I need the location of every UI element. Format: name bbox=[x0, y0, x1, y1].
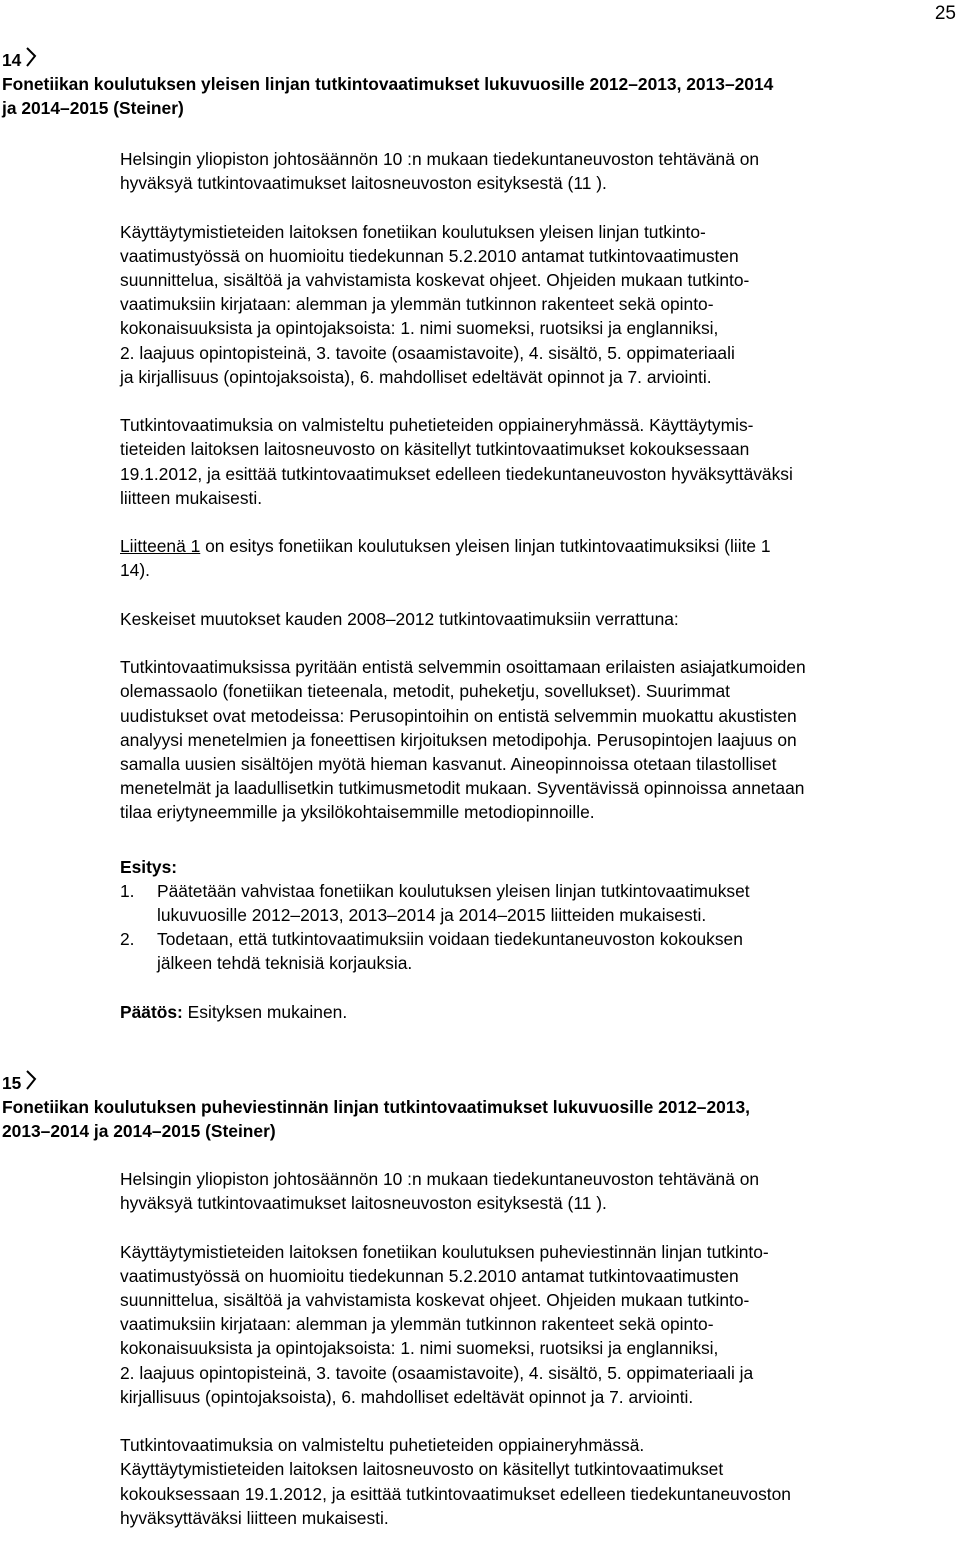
section-title: Fonetiikan koulutuksen puheviestinnän linjan tutkintovaatimukset lukuvuosille 2012–2013, 2013–2014 ja 2014–2015 (Steiner) bbox=[2, 1097, 751, 1141]
section-sign-icon bbox=[25, 47, 38, 72]
esitys-list bbox=[87, 879, 940, 976]
paatos bbox=[120, 1000, 940, 1024]
list-number: 1. bbox=[120, 880, 135, 901]
paragraph: Käyttäytymistieteiden laitoksen fonetiikan koulutuksen puheviestinnän linjan tutkinto- vaatimustyössä on huomioitu tiedekunnan 5.2.2010 antamat tutkintovaatimusten suunnittelua, sisältöä ja vahvistamista koskevat ohjeet. Ohjeiden mukaan tutkinto- vaatimuksiin kirjataan: alemman ja ylemmän tutkinnon rakenteet sekä opinto- kokonaisuuksista ja opintojaksoista: 1. nimi suomeksi, ruotsiksi ja englanniksi, 2. laajuus opintopisteinä, 3. tavoite (osaamistavoite), 4. sisältö, 5. oppimateriaali ja kirjallisuus (opintojaksoista), 6. mahdolliset edeltävät opinnot ja 7. arviointi. bbox=[120, 1241, 769, 1407]
section-14-heading bbox=[2, 47, 952, 120]
paragraph: Helsingin yliopiston johtosäännön 10 :n mukaan tiedekuntaneuvoston tehtävänä on hyväksyä tutkintovaatimukset laitosneuvoston esityksestä (11 ). bbox=[120, 149, 760, 194]
section-number: 15 bbox=[2, 1073, 22, 1093]
paragraph: Keskeiset muutokset kauden 2008–2012 tutkintovaatimuksiin verrattuna: bbox=[120, 608, 679, 629]
paragraph: Tutkintovaatimuksissa pyritään entistä selvemmin osoittamaan erilaisten asiajatkumoiden olemassaolo (fonetiikan tieteenala, metodit, puheketju, sovellukset). Suurimmat uudistukset ovat metodeissa: Perusopintoihin on entistä selvemmin muokattu akustisten analyysi menetelmien ja foneettisen kirjoituksen metodipohja. Perusopintojen laajuus on samalla uusien sisältöjen myötä hieman kasvanut. Aineopinnoissa otetaan tilastolliset menetelmät ja laadullisetkin tutkimusmetodit mukaan. Syventävissä opinnoissa annetaan tilaa eriytyneemmille ja yksilökohtaisemmille metodiopinnoille. bbox=[120, 657, 806, 823]
section-15-heading bbox=[2, 1070, 952, 1143]
page-number: 25 bbox=[934, 3, 956, 24]
list-text: Todetaan, että tutkintovaatimuksiin voidaan tiedekuntaneuvoston kokouksen jälkeen tehdä teknisiä korjauksia. bbox=[157, 929, 743, 974]
paatos-text: Esityksen mukainen. bbox=[182, 1001, 348, 1022]
list-number: 2. bbox=[120, 929, 135, 950]
paragraph-text: on esitys fonetiikan koulutuksen yleisen linjan tutkintovaatimuksiksi (liite 1 14). bbox=[120, 536, 771, 581]
paragraph: Käyttäytymistieteiden laitoksen fonetiikan koulutuksen yleisen linjan tutkinto- vaatimustyössä on huomioitu tiedekunnan 5.2.2010 antamat tutkintovaatimusten suunnittelua, sisältöä ja vahvistamista koskevat ohjeet. Ohjeiden mukaan tutkinto- vaatimuksiin kirjataan: alemman ja ylemmän tutkinnon rakenteet sekä opinto- kokonaisuuksista ja opintojaksoista: 1. nimi suomeksi, ruotsiksi ja englanniksi, 2. laajuus opintopisteinä, 3. tavoite (osaamistavoite), 4. sisältö, 5. oppimateriaali ja kirjallisuus (opintojaksoista), 6. mahdolliset edeltävät opinnot ja 7. arviointi. bbox=[120, 221, 750, 387]
list-item bbox=[87, 879, 940, 927]
paragraph: Helsingin yliopiston johtosäännön 10 :n mukaan tiedekuntaneuvoston tehtävänä on hyväksyä tutkintovaatimukset laitosneuvoston esityksestä (11 ). bbox=[120, 1169, 760, 1214]
paatos-label: Päätös: bbox=[120, 1001, 183, 1022]
section-sign-icon bbox=[25, 1070, 38, 1095]
section-number: 14 bbox=[2, 50, 22, 70]
attachment-link[interactable]: Liitteenä 1 bbox=[120, 536, 201, 557]
section-14-body bbox=[120, 147, 940, 1048]
section-title: Fonetiikan koulutuksen yleisen linjan tutkintovaatimukset lukuvuosille 2012–2013, 2013–2014 ja 2014–2015 (Steiner) bbox=[2, 74, 774, 118]
list-item bbox=[87, 927, 940, 975]
paragraph: Tutkintovaatimuksia on valmisteltu puhetieteiden oppiaineryhmässä. Käyttäytymistieteiden laitoksen laitosneuvosto on käsitellyt tutkintovaatimukset kokouksessaan 19.1.2012, ja esittää tutkintovaatimukset edelleen tiedekuntaneuvoston hyväksyttäväksi liitteen mukaisesti. bbox=[120, 1435, 791, 1528]
list-text: Päätetään vahvistaa fonetiikan koulutuksen yleisen linjan tutkintovaatimukset lukuvuosille 2012–2013, 2013–2014 ja 2014–2015 liitteiden mukaisesti. bbox=[157, 880, 750, 926]
paragraph bbox=[120, 534, 940, 582]
section-15-body bbox=[120, 1167, 940, 1554]
paragraph: Tutkintovaatimuksia on valmisteltu puhetieteiden oppiaineryhmässä. Käyttäytymis- tieteiden laitoksen laitosneuvosto on käsitellyt tutkintovaatimukset kokouksessaan 19.1.2012, ja esittää tutkintovaatimukset edelleen tiedekuntaneuvoston hyväksyttäväksi liitteen mukaisesti. bbox=[120, 415, 793, 508]
esitys-label: Esitys: bbox=[120, 856, 178, 877]
